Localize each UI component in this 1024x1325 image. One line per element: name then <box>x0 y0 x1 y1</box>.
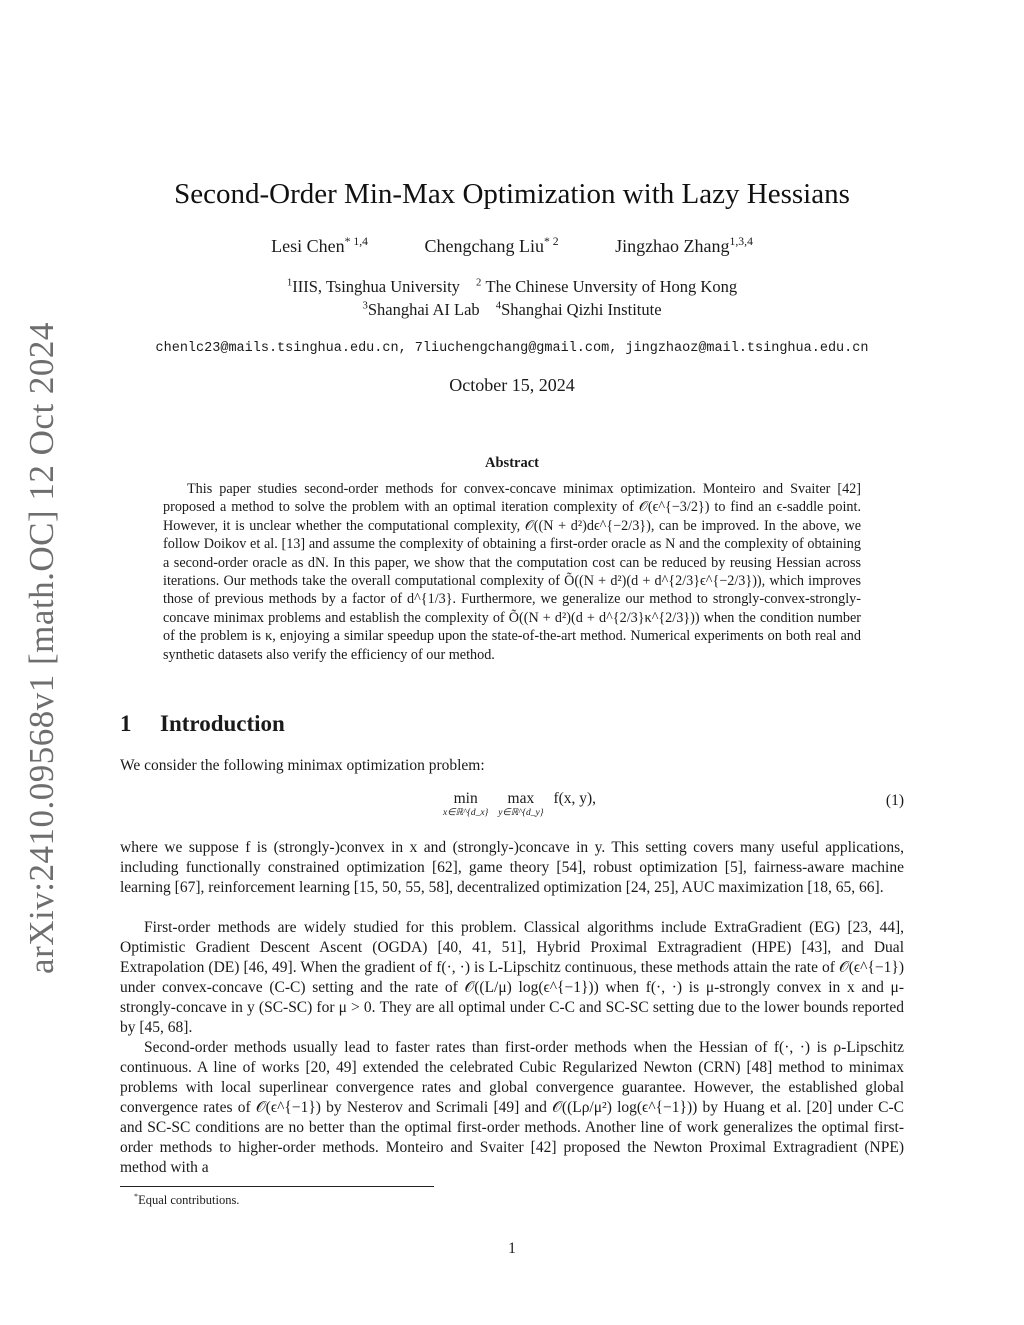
author-emails: chenlc23@mails.tsinghua.edu.cn, 7liuchengchang@gmail.com, jingzhaoz@mail.tsinghua.edu.cn <box>155 341 869 356</box>
author-name: Chengchang Liu <box>424 236 544 256</box>
abstract-text: This paper studies second-order methods for convex-concave minimax optimization. Monteiro and Svaiter [42] proposed a method to solve the problem with an optimal iteration complexity of 𝒪(ϵ^{−3/2}) to find an ϵ-saddle point. However, it is unclear whether the computational complexity, 𝒪((N + d²)dϵ^{−2/3}), can be improved. In the above, we follow Doikov et al. [13] and assume the complexity of obtaining a first-order oracle as N and the complexity of obtaining a second-order oracle as dN. In this paper, we show that the computation cost can be reduced by reusing Hessian across iterations. Our methods take the overall computational complexity of Õ((N + d²)(d + d^{2/3}ϵ^{−2/3})), which improves those of previous methods by a factor of d^{1/3}. Furthermore, we generalize our method to strongly-convex-strongly-concave minimax problems and establish the complexity of Õ((N + d²)(d + d^{2/3}κ^{2/3})) when the condition number of the problem is κ, enjoying a similar speedup upon the state-of-the-art method. Numerical experiments on both real and synthetic datasets also verify the efficiency of our method. <box>163 481 861 663</box>
section-heading <box>120 711 285 737</box>
paper-date: October 15, 2024 <box>449 375 575 395</box>
equation-body: f(x, y), <box>553 790 597 807</box>
footnote <box>134 1193 239 1208</box>
author-mark: 1,3,4 <box>729 235 753 248</box>
arxiv-side-stamp <box>14 322 70 974</box>
footnote-rule <box>120 1186 434 1187</box>
equation-body-group <box>443 790 596 818</box>
author-item <box>271 236 368 257</box>
affiliation-line-2 <box>0 300 1024 320</box>
affiliation-mark: 2 <box>476 276 482 289</box>
affiliation <box>287 277 460 297</box>
affiliation <box>476 277 737 297</box>
footnote-mark: * <box>134 1191 139 1201</box>
section-number: 1 <box>120 711 132 736</box>
paper-title: Second-Order Min-Max Optimization with Lazy Hessians <box>174 178 850 210</box>
page-number: 1 <box>508 1240 516 1257</box>
max-subscript: y∈ℝ^{d_y} <box>498 808 544 818</box>
author-mark: * 2 <box>543 235 559 248</box>
min-operator <box>443 790 488 818</box>
affiliation <box>496 300 662 320</box>
author-mark: * 1,4 <box>344 235 368 248</box>
author-list <box>0 236 1024 257</box>
author-item <box>615 236 753 257</box>
author-name: Lesi Chen <box>271 236 345 256</box>
min-subscript: x∈ℝ^{d_x} <box>443 808 489 818</box>
equation-number: (1) <box>885 792 904 809</box>
affiliation-line-1 <box>0 277 1024 297</box>
affiliation <box>362 300 479 320</box>
body-paragraph-3: Second-order methods usually lead to faster rates than first-order methods when the Hessian of f(·, ·) is ρ-Lipschitz continuous. A line of works [20, 49] extended the celebrated Cubic Regularized Newton (CRN) [48] method to minimax problems with local superlinear convergence rates and global convergence guarantee. However, the established global convergence rates of 𝒪(ϵ^{−1}) by Nesterov and Scrimali [49] and 𝒪((Lρ/μ²) log(ϵ^{−1})) by Huang et al. [20] under C-C and SC-SC conditions are no better than the optimal first-order methods. Another line of work generalizes the optimal first-order methods to higher-order methods. Monteiro and Svaiter [42] proposed the Newton Proximal Extragradient (NPE) method with a <box>120 1039 904 1176</box>
affiliation-text: Shanghai AI Lab <box>367 300 480 319</box>
section-title: Introduction <box>160 711 285 736</box>
arxiv-identifier: arXiv:2410.09568v1 [math.OC] 12 Oct 2024 <box>22 322 61 974</box>
max-operator <box>498 790 543 818</box>
author-item <box>424 236 558 257</box>
intro-sentence: We consider the following minimax optimization problem: <box>120 757 485 774</box>
affiliation-mark: 1 <box>286 276 293 289</box>
author-name: Jingzhao Zhang <box>615 236 730 256</box>
body-paragraph-2: First-order methods are widely studied for this problem. Classical algorithms include ExtraGradient (EG) [23, 44], Optimistic Gradient Descent Ascent (OGDA) [40, 41, 51], Hybrid Proximal Extragradient (HPE) [43], and Dual Extrapolation (DE) [46, 49]. When the gradient of f(·, ·) is L-Lipschitz continuous, these methods attain the rate of 𝒪(ϵ^{−1}) under convex-concave (C-C) setting and the rate of 𝒪((L/μ) log(ϵ^{−1})) when f(·, ·) is μ-strongly convex in x and μ-strongly-concave in y (SC-SC) for μ > 0. They are all optimal under C-C and SC-SC setting due to the lower bounds reported by [45, 68]. <box>120 919 904 1036</box>
max-op-text: max <box>507 790 535 807</box>
body-paragraph-1: where we suppose f is (strongly-)convex in x and (strongly-)concave in y. This setting covers many useful applications, including functionally constrained optimization [62], game theory [54], robust optimization [5], fairness-aware machine learning [67], reinforcement learning [15, 50, 55, 58], decentralized optimization [24, 25], AUC maximization [18, 65, 66]. <box>120 839 904 896</box>
affiliation-mark: 4 <box>495 299 502 312</box>
footnote-text: Equal contributions. <box>138 1193 240 1207</box>
affiliation-text: Shanghai Qizhi Institute <box>501 300 662 319</box>
affiliation-text: The Chinese Unversity of Hong Kong <box>485 277 738 296</box>
affiliation-text: IIIS, Tsinghua University <box>292 277 460 296</box>
abstract-heading: Abstract <box>485 455 539 471</box>
min-op-text: min <box>453 790 478 807</box>
equation-1 <box>120 790 904 830</box>
affiliation-mark: 3 <box>362 299 368 312</box>
